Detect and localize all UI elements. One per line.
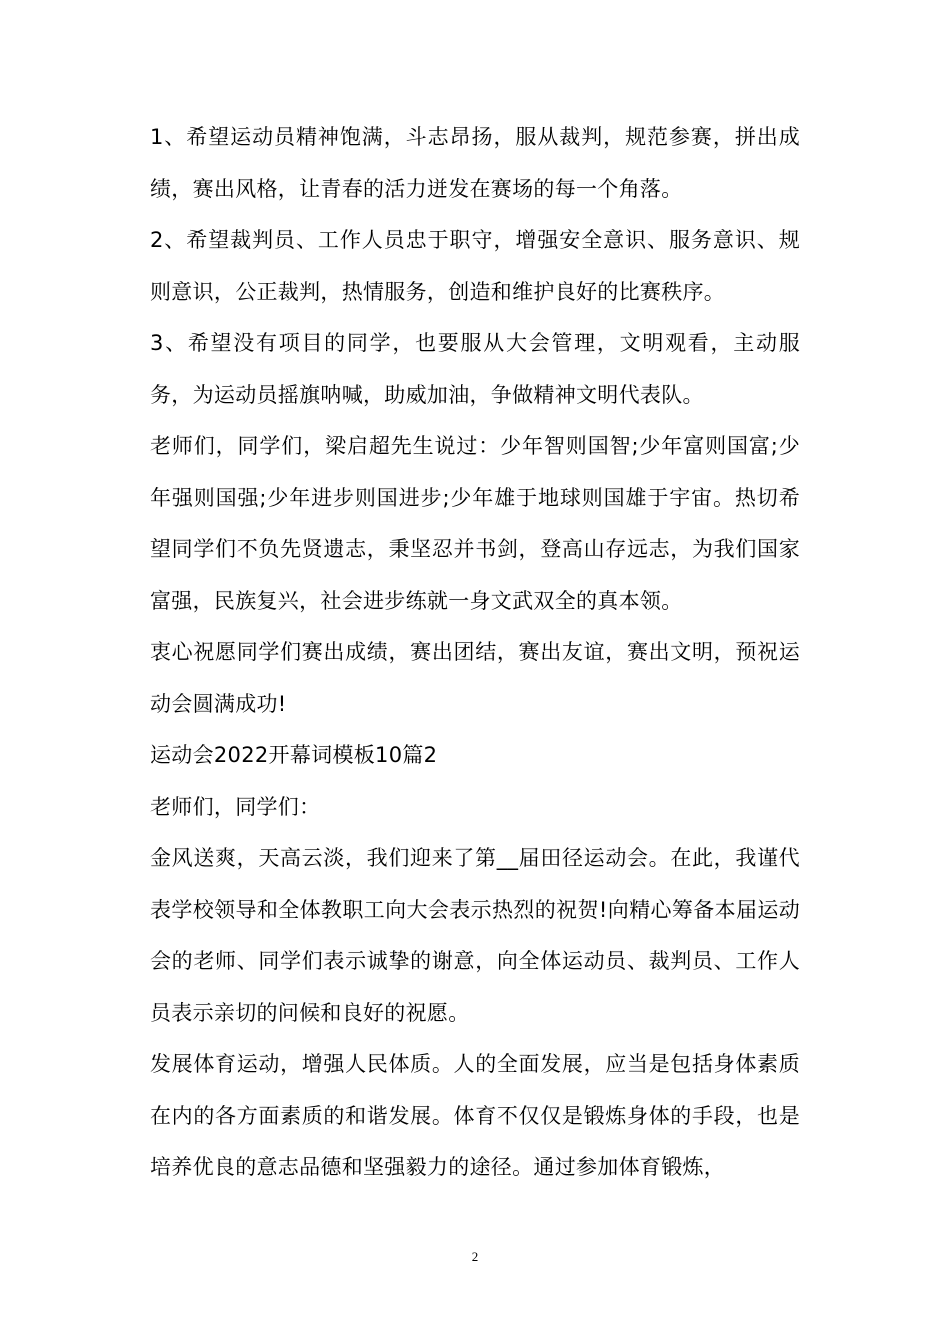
paragraph-liang-qichao-quote: 老师们，同学们，梁启超先生说过：少年智则国智;少年富则国富;少年强则国强;少年进步则国进步;少年雄于地球则国雄于宇宙。热切希望同学们不负先贤遗志，秉坚忍并书剑，登高山存远志，为我们国家富强，民族复兴，社会进步练就一身文武双全的真本领。	[150, 434, 800, 613]
paragraph-spectators-hope: 3、希望没有项目的同学，也要服从大会管理，文明观看，主动服务，为运动员摇旗呐喊，助威加油，争做精神文明代表队。	[150, 331, 800, 407]
paragraph-physical-education: 发展体育运动，增强人民体质。人的全面发展，应当是包括身体素质在内的各方面素质的和谐发展。体育不仅仅是锻炼身体的手段，也是培养优良的意志品德和坚强毅力的途径。通过参加体育锻炼，	[150, 1052, 800, 1179]
section-heading: 运动会2022开幕词模板10篇2	[150, 743, 438, 767]
paragraph-referees-hope: 2、希望裁判员、工作人员忠于职守，增强安全意识、服务意识、规则意识，公正裁判，热情服务，创造和维护良好的比赛秩序。	[150, 228, 800, 304]
document-body	[150, 112, 800, 1194]
paragraph-closing-wishes: 衷心祝愿同学们赛出成绩，赛出团结，赛出友谊，赛出文明，预祝运动会圆满成功!	[150, 640, 800, 716]
paragraph-athletes-hope: 1、希望运动员精神饱满，斗志昂扬，服从裁判，规范参赛，拼出成绩，赛出风格，让青春的活力迸发在赛场的每一个角落。	[150, 125, 800, 201]
paragraph-opening-greeting: 金风送爽，天高云淡，我们迎来了第__届田径运动会。在此，我谨代表学校领导和全体教职工向大会表示热烈的祝贺!向精心筹备本届运动会的老师、同学们表示诚挚的谢意，向全体运动员、裁判员、工作人员表示亲切的问候和良好的祝愿。	[150, 846, 800, 1025]
paragraph-salutation: 老师们，同学们：	[150, 794, 321, 819]
page-number: 2	[471, 1249, 479, 1264]
